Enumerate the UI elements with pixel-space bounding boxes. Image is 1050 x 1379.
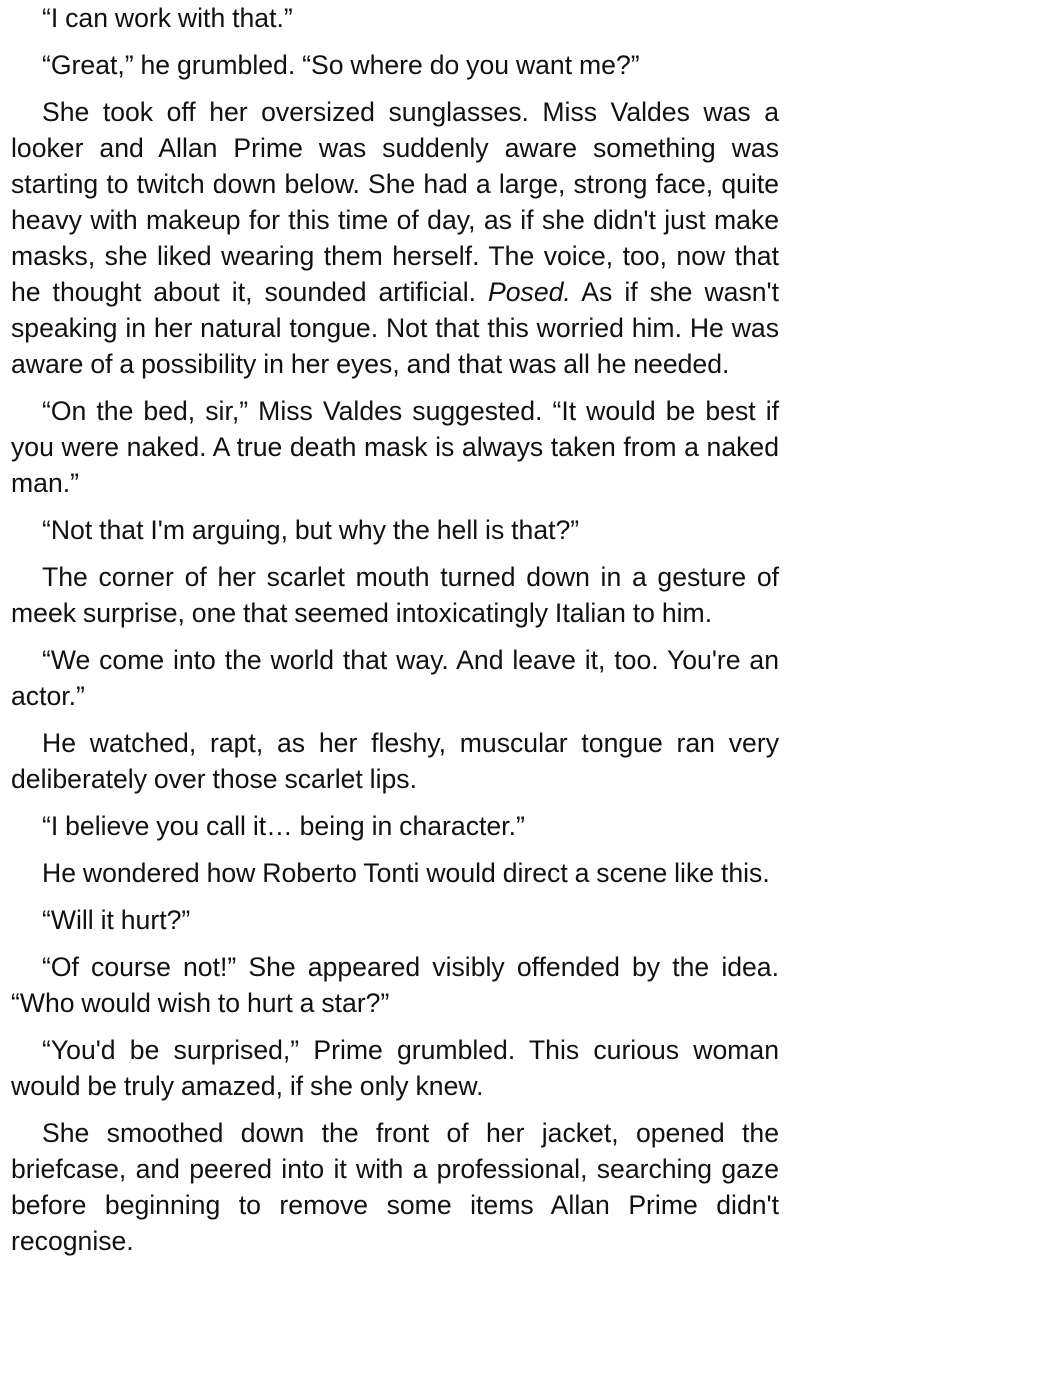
paragraph-14: She smoothed down the front of her jacket, opened the briefcase, and peered into it with a professional, searching gaze before beginning to remove some items Allan Prime didn't recognise. — [11, 1118, 779, 1256]
paragraph-3-italic: Posed. — [488, 277, 571, 307]
paragraph-1: “I can work with that.” — [42, 3, 293, 33]
paragraph-3 — [11, 94, 779, 382]
paragraph-2: “Great,” he grumbled. “So where do you want me?” — [42, 50, 640, 80]
paragraph-11: “Will it hurt?” — [42, 905, 191, 935]
paragraph-6: The corner of her scarlet mouth turned down in a gesture of meek surprise, one that seemed intoxicatingly Italian to him. — [11, 562, 779, 628]
paragraph-13: “You'd be surprised,” Prime grumbled. This curious woman would be truly amazed, if she only knew. — [11, 1035, 779, 1101]
book-page — [11, 0, 779, 1270]
paragraph-3-part-1: She took off her oversized sunglasses. Miss Valdes was a looker and Allan Prime was suddenly aware something was starting to twitch down below. She had a large, strong face, quite heavy with makeup for this time of day, as if she didn't just make masks, she liked wearing them herself. The voice, too, now that he thought about it, sounded artificial. — [11, 97, 779, 307]
paragraph-8: He watched, rapt, as her fleshy, muscular tongue ran very deliberately over those scarlet lips. — [11, 728, 779, 794]
paragraph-3-part-2: As if she wasn't speaking in her natural tongue. Not that this worried him. He was aware of a possibility in her eyes, and that was all he needed. — [11, 277, 780, 379]
paragraph-7: “We come into the world that way. And leave it, too. You're an actor.” — [11, 645, 779, 711]
paragraph-10: He wondered how Roberto Tonti would direct a scene like this. — [42, 858, 770, 888]
paragraph-12: “Of course not!” She appeared visibly offended by the idea. “Who would wish to hurt a star?” — [11, 952, 779, 1018]
paragraph-5: “Not that I'm arguing, but why the hell is that?” — [42, 515, 580, 545]
paragraph-9: “I believe you call it… being in character.” — [42, 811, 525, 841]
paragraph-4: “On the bed, sir,” Miss Valdes suggested. “It would be best if you were naked. A true death mask is always taken from a naked man.” — [11, 396, 779, 498]
